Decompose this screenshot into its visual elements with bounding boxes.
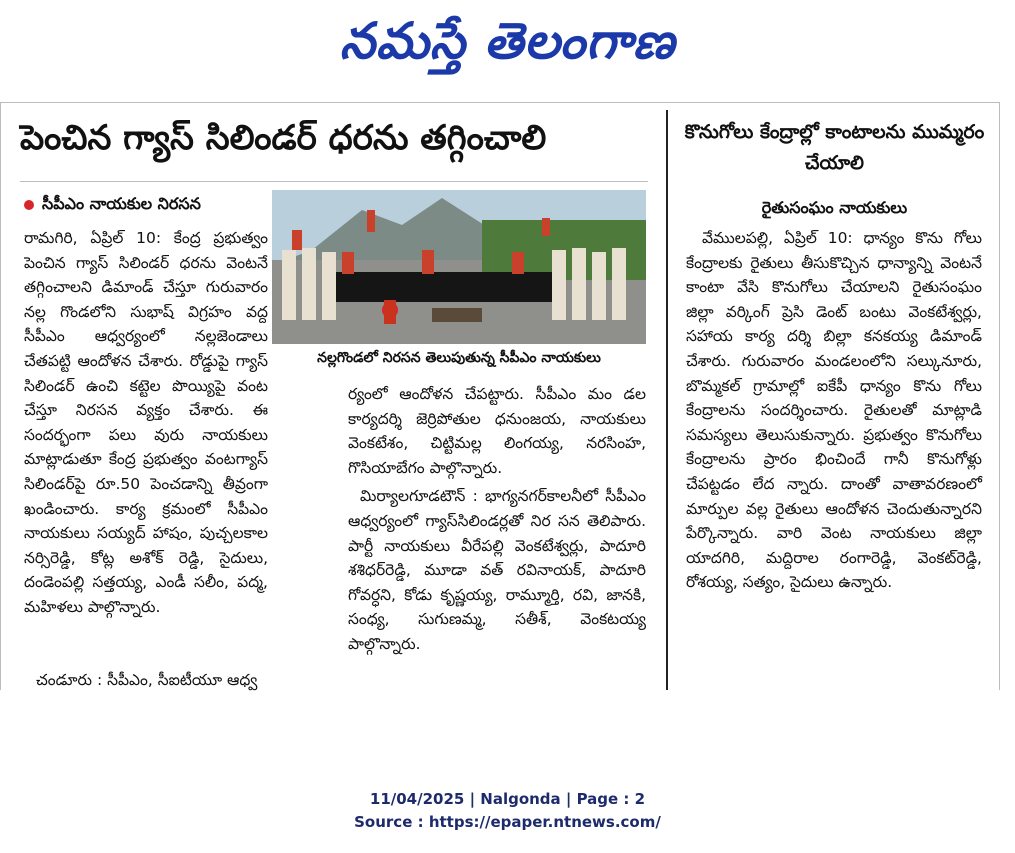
left-rule — [0, 102, 1, 690]
paragraph: వేములపల్లి, ఏప్రిల్ 10: ధాన్యం కొను గోలు కేంద్రాలకు రైతులు తీసుకొచ్చిన ధాన్యాన్ని వెంటనే కాంటా వేసి కొనుగోలు చేయాలని రైతుసంఘం జిల్లా వర్కింగ్ ప్రెసి డెంట్ బంటు వెంకటేశ్వర్లు, సహాయ కార్య దర్శి బిల్లా కనకయ్య డిమాండ్ చేశారు. గురువారం మండలంలోని సల్కునూరు, బొమ్మకల్ గ్రామాల్లో ఐకేపీ ధాన్యం కొను గోలు కేంద్రాలను సందర్శించారు. రైతులతో మాట్లాడి సమస్యలు తెలుసుకున్నారు. ప్రభుత్వం కొనుగోలు కేంద్రాలను ప్రారం భించిందే గానీ కొనుగోళ్లు చేపట్టడం లేద న్నారు. దాంతో వాతావరణంలో మార్పుల వల్ల రైతులు ఆందోళన చెందుతున్నారని పేర్కొన్నారు. వారి వెంట నాయకులు జిల్లా యాదగిరి, మద్దిరాల రంగారెడ్డి, వెంకట్‌రెడ్డి, రోశయ్య, సత్యం, సైదులు ఉన్నారు. — [686, 229, 982, 592]
main-column-1 — [24, 226, 268, 620]
paragraph: మిర్యాలగూడటౌన్ : భాగ్యనగర్‌కాలనీలో సీపీఎం ఆధ్వర్యంలో గ్యాస్‌సిలిండర్లతో నిర సన తెలిపారు. పార్టీ నాయకులు వీరేపల్లి వెంకటేశ్వర్లు, పాదూరి శశిధర్‌రెడ్డి, మూడా వత్ రవినాయక్, పాదూరి గోవర్ధని, కోడు కృష్ణయ్య, రామ్మూర్తి, రవి, జానకి, సంధ్య, సుగుణమ్మ, సతీశ్, వెంకటయ్య పాల్గొన్నారు. — [348, 487, 646, 653]
top-rule — [0, 102, 1000, 103]
main-subheading-text: సీపీఎం నాయకుల నిరసన — [42, 194, 201, 213]
masthead — [0, 0, 1015, 82]
side-subheading: రైతుసంఘం నాయకులు — [761, 198, 908, 217]
paragraph: ర్యంలో ఆందోళన చేపట్టారు. సీపీఎం మం డల కార్యదర్శి జెర్రిపోతుల ధనుంజయ, నాయకులు వెంకటేశం, చిట్టిమల్ల లింగయ్య, నరసింహ, గొసియాబేగం పాల్గొన్నారు. — [348, 385, 646, 477]
protest-photo — [272, 190, 646, 344]
main-column-1-lower — [24, 668, 324, 693]
side-headline: కొనుగోలు కేంద్రాల్లో కాంటాలను ముమ్మరం చేయాలి — [684, 121, 985, 174]
newspaper-logo: నమస్తే తెలంగాణ — [339, 12, 676, 70]
paragraph: రామగిరి, ఏప్రిల్ 10: కేంద్ర ప్రభుత్వం పెంచిన గ్యాస్ సిలిండర్ ధరను వెంటనే తగ్గించాలని డిమాండ్ చేస్తూ గురువారం నల్ల గొండలోని సుభాష్ విగ్రహం వద్ద సీపీఎం ఆధ్వర్యంలో నల్లజెండాలు చేతపట్టి ఆందోళన చేశారు. రోడ్డుపై గ్యాస్ సిలిండర్ ఉంచి కట్టెల పొయ్యిపై వంట చేస్తూ నిరసన వ్యక్తం చేశారు. ఈ సందర్భంగా పలు వురు నాయకులు మాట్లాడుతూ కేంద్ర ప్రభుత్వం వంటగ్యాస్ సిలిండర్‌పై రూ.50 పెంచడాన్ని తీవ్రంగా ఖండించారు. కార్య క్రమంలో సీపీఎం నాయకులు సయ్యద్ హాషం, పుచ్చలకాల నర్సిరెడ్డి, కోట్ల అశోక్ రెడ్డి, సైదులు, దండెంపల్లి సత్తయ్య, ఎండీ సలీం, పద్మ, మహిళలు పాల్గొన్నారు. — [24, 229, 268, 616]
headline-rule — [20, 181, 648, 182]
right-rule — [999, 102, 1000, 690]
column-divider — [666, 110, 668, 690]
bullet-dot-icon — [24, 200, 34, 210]
photo-caption: నల్లగొండలో నిరసన తెలుపుతున్న సీపీఎం నాయకులు — [317, 350, 601, 366]
protest-photo-image — [272, 190, 646, 344]
footer-date-page: 11/04/2025 | Nalgonda | Page : 2 — [369, 790, 646, 808]
main-subheading — [24, 194, 201, 217]
footer — [0, 788, 1015, 834]
paragraph: చండూరు : సీపీఎం, సీఐటీయూ ఆధ్వ — [36, 671, 258, 689]
main-column-2 — [348, 382, 646, 657]
side-column — [686, 226, 982, 595]
footer-source-link[interactable]: Source : https://epaper.ntnews.com/ — [354, 813, 661, 831]
main-headline: పెంచిన గ్యాస్ సిలిండర్ ధరను తగ్గించాలి — [20, 118, 547, 158]
